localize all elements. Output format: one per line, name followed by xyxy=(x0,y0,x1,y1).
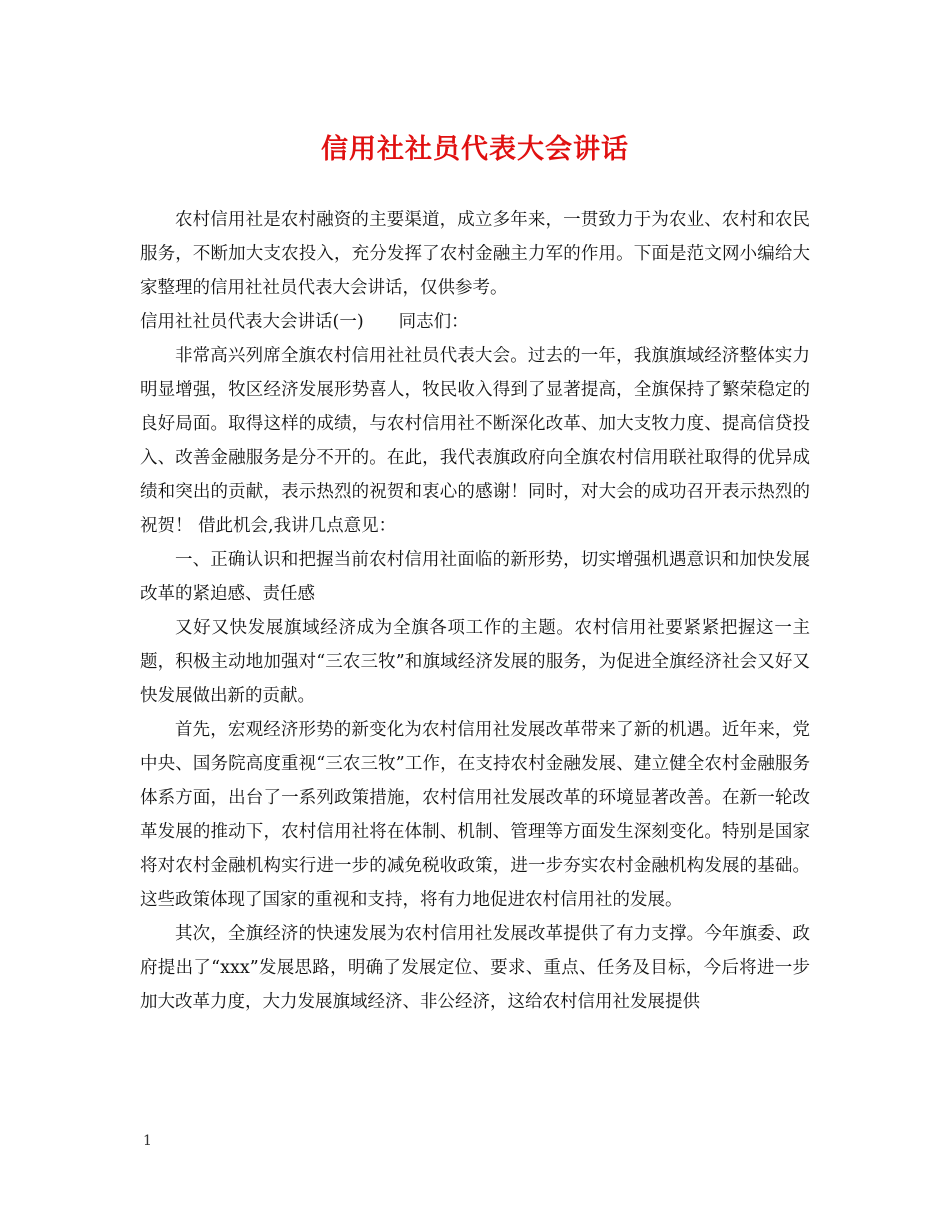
page-number: 1 xyxy=(143,1133,152,1149)
body-paragraph: 非常高兴列席全旗农村信用社社员代表大会。过去的一年，我旗旗域经济整体实力明显增强，牧区经济发展形势喜人，牧民收入得到了显著提高，全旗保持了繁荣稳定的良好局面。取得这样的成绩，与农村信用社不断深化改革、加大支牧力度、提高信贷投入、改善金融服务是分不开的。在此，我代表旗政府向全旗农村信用联社取得的优异成绩和突出的贡献，表示热烈的祝贺和衷心的感谢！同时，对大会的成功召开表示热烈的祝贺！ 借此机会,我讲几点意见： xyxy=(140,346,810,536)
intro-paragraph: 农村信用社是农村融资的主要渠道，成立多年来，一贯致力于为农业、农村和农民服务，不断加大支农投入，充分发挥了农村金融主力军的作用。下面是范文网小编给大家整理的信用社社员代表大会讲话，仅供参考。 xyxy=(140,210,810,298)
body-paragraph: 首先，宏观经济形势的新变化为农村信用社发展改革带来了新的机遇。近年来，党中央、国务院高度重视“三农三牧”工作，在支持农村金融发展、建立健全农村金融服务体系方面，出台了一系列政策措施，农村信用社发展改革的环境显著改善。在新一轮改革发展的推动下，农村信用社将在体制、机制、管理等方面发生深刻变化。特别是国家将对农村金融机构实行进一步的减免税收政策，进一步夯实农村金融机构发展的基础。这些政策体现了国家的重视和支持，将有力地促进农村信用社的发展。 xyxy=(140,720,810,910)
section-heading: 一、正确认识和把握当前农村信用社面临的新形势，切实增强机遇意识和加快发展改革的紧迫感、责任感 xyxy=(140,550,810,604)
body-paragraph: 又好又快发展旗域经济成为全旗各项工作的主题。农村信用社要紧紧把握这一主题，积极主动地加强对“三农三牧”和旗域经济发展的服务，为促进全旗经济社会又好又快发展做出新的贡献。 xyxy=(140,618,810,706)
speech-subheading: 信用社社员代表大会讲话(一) 同志们： xyxy=(140,312,469,332)
document-title: 信用社社员代表大会讲话 xyxy=(321,134,629,165)
document-body xyxy=(140,203,810,1019)
body-paragraph: 其次，全旗经济的快速发展为农村信用社发展改革提供了有力支撑。今年旗委、政府提出了“xxx”发展思路，明确了发展定位、要求、重点、任务及目标，今后将进一步加大改革力度，大力发展旗域经济、非公经济，这给农村信用社发展提供 xyxy=(140,924,810,1012)
